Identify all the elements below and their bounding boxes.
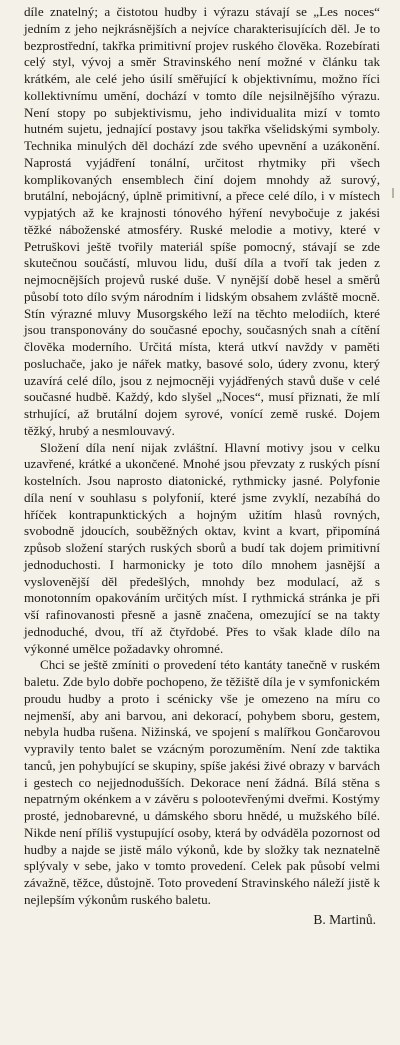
article-paragraph: Chci se ještě zmíniti o provedení této kantáty tanečně v ruském baletu. Zde bylo dobře pochopeno, že těžiště díla je v symfonickém proudu hudby a proto i scénicky vše je omezeno na míru co nejmenší, aby ani barvou, ani dekorací, pohybem sboru, gestem, nebyla hudba rušena. Nižinská, ve spojení s malířkou Gončarovou vypravily tento balet se vzácným porozuměním. Není zde taktika tanců, jen pohybující se skupiny, spíše jakési živé obrazy v barvách i gestech co nejjednodušších. Dekorace není žádná. Bílá stěna s nepatrným okénkem a v závěru s polootevřenými dveřmi. Kostýmy prosté, jednobarevné, u dámského sboru hnědé, u mužského bílé. Nikde není příliš vystupující osoby, která by odváděla pozornost od hudby a najde se jistě málo výkonů, kde by složky tak neznatelně splývaly v sebe, jako v tomto provedení. Celek pak působí velmi závažně, těžce, důstojně. Toto provedení Stravinského náleží jistě k nejlepším výkonům ruského baletu.	[24, 657, 380, 907]
article-paragraph: díle znatelný; a čistotou hudby i výrazu stávají se „Les noces“ jedním z jeho nejkrásnějších a nejvíce charakterisujících děl. Je to bezprostřední, takřka primitivní projev ruského člověka. Rozebírati celý styl, vývoj a směr Stravinského není možné v článku tak krátkém, ale celé jeho úsilí směřující k objektivnímu, možno říci kollektivnímu umění, dochází v tomto díle nejsilnějšího výrazu. Není stopy po subjektivismu, jeho individualita mizí v tomto hutném sujetu, jednající postavy jsou takřka všelidskými symboly. Technika minulých děl dochází zde svého upevnění a uzákonění. Naprostá vyjádření tonální, určitost rhytmiky při všech komplikovaných ensemblech činí dojem mnohdy až surový, brutální, nebojácný, úplně primitivní, a přece celé dílo, i v místech vypjatých až ke krajnosti tónového hýření nevybočuje z jakési těžké náboženské atmosféry. Ruské melodie a motivy, které v Petruškovi ještě tvořily materiál spíše pomocný, stávají se zde skutečnou součástí, mluvou lidu, duší díla a tvoří tak jeden z nejmocnějších projevů ruské duše. V nynější době hesel a směrů působí toto dílo svým národním i lidským obsahem zvláště mocně. Stín výrazné mluvy Musorgského leží na těchto melodiích, které jsou transponovány do současné epochy, současných snah a cítění člověka moderního. Určitá místa, která utkví navždy v paměti posluchače, jako je nářek matky, basové solo, údery zvonu, který uzavírá celé dílo, jsou z nejmocněji vyjádřených stavů duše v celé současné hudbě. Každý, kdo slyšel „Noces“, musí přiznati, že mlí strhující, až brutální dojem syrové, vonící země ruské. Dojem těžký, hrubý a nesmlouvavý.	[24, 4, 380, 438]
author-signature: B. Martinů.	[313, 911, 376, 927]
article-paragraph: Složení díla není nijak zvláštní. Hlavní motivy jsou v celku uzavřené, krátké a ukončené. Mnohé jsou převzaty z ruských písní kostelních. Jsou naprosto diatonické, rythmicky jasné. Polyfonie díla není v souhlasu s polyfonií, které jsme zvyklí, nezabíhá do hříček kontrapunktických a hojným užitím hlasů rovných, svobodně jdoucích, souběžných oktav, kvint a kvart, připomíná způsob složení starých ruských sborů a budí tak dojem primitivní jednoduchosti. I harmonicky je toto dílo mnohem jasnější a vyslovenější děl předešlých, mnohdy bez modulací, až s monotonním opakováním určitých míst. I rythmická stránka je při vší rafinovanosti přesně a jasně značena, omezující se na takty jednoduché, dvou, tří až čtyřdobé. Přes to však klade dílo na výkonné umělce požadavky ohromné.	[24, 439, 380, 656]
margin-mark	[392, 188, 394, 198]
